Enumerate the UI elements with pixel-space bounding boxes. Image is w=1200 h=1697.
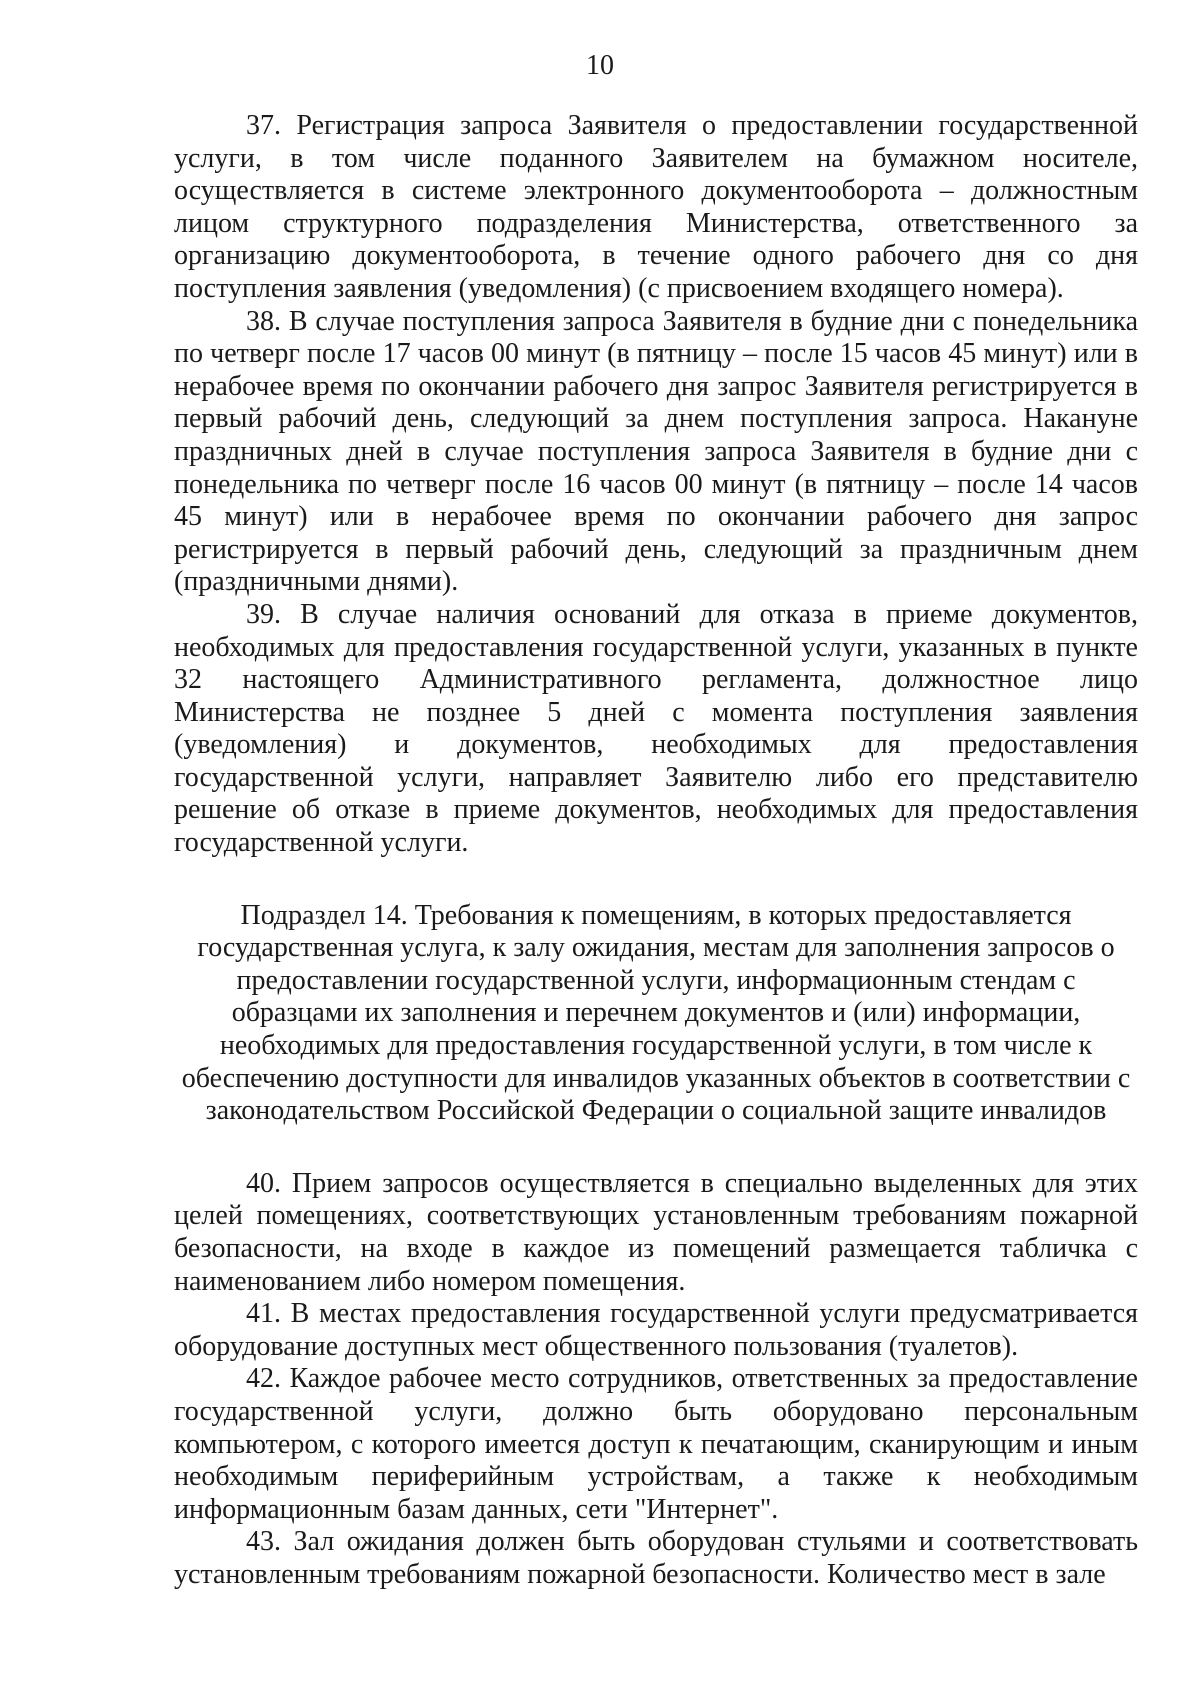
paragraph-41: 41. В местах предоставления государственной услуги предусматривается оборудование доступных мест общественного пользования (туалетов). (174, 1298, 1138, 1362)
paragraph-39: 39. В случае наличия оснований для отказа в приеме документов, необходимых для предоставления государственной услуги, указанных в пункте 32 настоящего Административного регламента, должностное лицо Министерства не позднее 5 дней с момента поступления заявления (уведомления) и документов, необходимых для предоставления государственной услуги, направляет Заявителю либо его представителю решение об отказе в приеме документов, необходимых для предоставления государственной услуги. (174, 598, 1138, 859)
subsection-heading: Подраздел 14. Требования к помещениям, в которых предоставляется государственная услуга, к залу ожидания, местам для заполнения запросов о предоставлении государственной услуги, информационным стендам с образцами их заполнения и перечнем документов и (или) информации, необходимых для предоставления государственной услуги, в том числе к обеспечению доступности для инвалидов указанных объектов в соответствии с законодательством Российской Федерации о социальной защите инвалидов (181, 899, 1131, 1127)
paragraph-42: 42. Каждое рабочее место сотрудников, ответственных за предоставление государственной услуги, должно быть оборудовано персональным компьютером, с которого имеется доступ к печатающим, сканирующим и иным необходимым периферийным устройствам, а также к необходимым информационным базам данных, сети "Интернет". (174, 1363, 1138, 1525)
document-body (174, 110, 1138, 1592)
paragraph-43: 43. Зал ожидания должен быть оборудован стульями и соответствовать установленным требованиям пожарной безопасности. Количество мест в зале (174, 1526, 1138, 1590)
paragraph-38: 38. В случае поступления запроса Заявителя в будние дни с понедельника по четверг после 17 часов 00 минут (в пятницу – после 15 часов 45 минут) или в нерабочее время по окончании рабочего дня запрос Заявителя регистрируется в первый рабочий день, следующий за днем поступления запроса. Накануне праздничных дней в случае поступления запроса Заявителя в будние дни с понедельника по четверг после 16 часов 00 минут (в пятницу – после 14 часов 45 минут) или в нерабочее время по окончании рабочего дня запрос регистрируется в первый рабочий день, следующий за праздничным днем (праздничными днями). (174, 305, 1138, 598)
paragraph-40: 40. Прием запросов осуществляется в специально выделенных для этих целей помещениях, соответствующих установленным требованиям пожарной безопасности, на входе в каждое из помещений размещается табличка с наименованием либо номером помещения. (174, 1167, 1138, 1297)
spacer (174, 1128, 1138, 1168)
paragraph-37: 37. Регистрация запроса Заявителя о предоставлении государственной услуги, в том числе поданного Заявителем на бумажном носителе, осуществляется в системе электронного документооборота – должностным лицом структурного подразделения Министерства, ответственного за организацию документооборота, в течение одного рабочего дня со дня поступления заявления (уведомления) (с присвоением входящего номера). (174, 110, 1138, 304)
page-number: 10 (586, 50, 614, 81)
spacer (174, 860, 1138, 900)
